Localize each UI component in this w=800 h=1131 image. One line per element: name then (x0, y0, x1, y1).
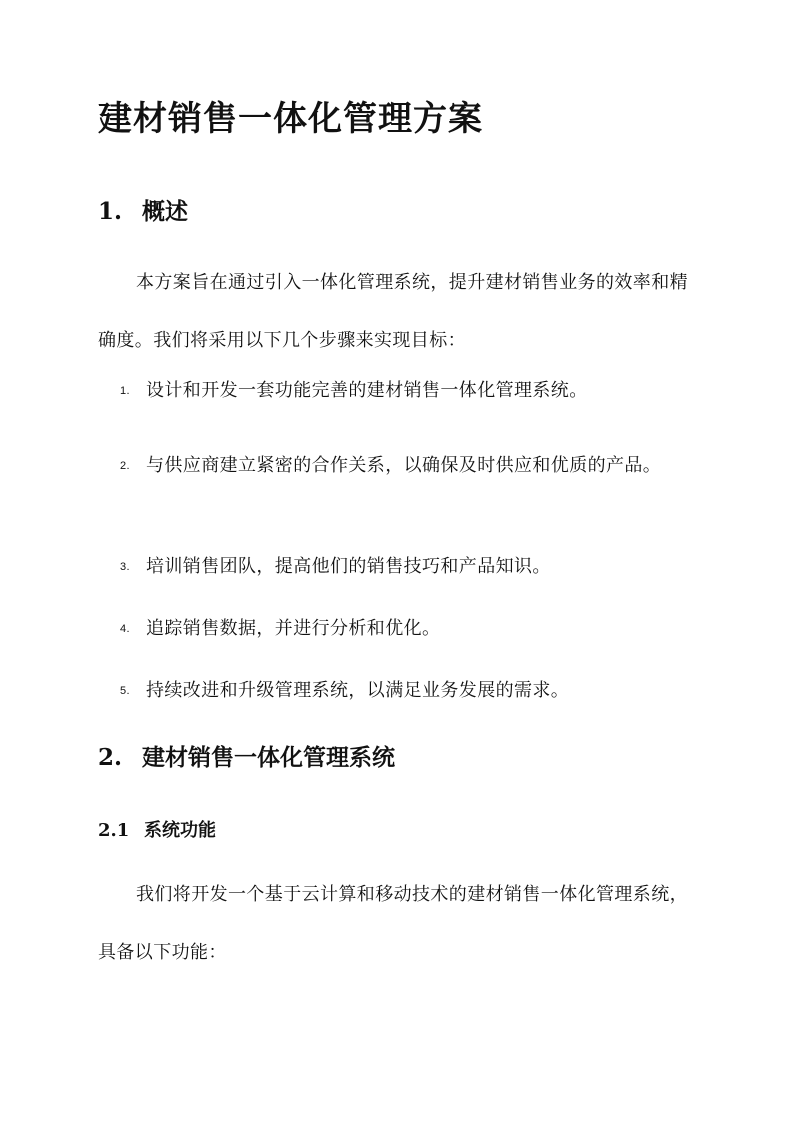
section-1-number: 1. (98, 198, 123, 225)
step-marker-5: 5. (120, 685, 130, 697)
step-marker-1: 1. (120, 385, 130, 397)
step-marker-2: 2. (120, 460, 130, 472)
step-marker-4: 4. (120, 623, 130, 635)
section-2-number: 2. (98, 744, 123, 771)
subsection-2-1-heading (98, 818, 216, 844)
step-text-5: 持续改进和升级管理系统，以满足业务发展的需求。 (146, 680, 570, 701)
section-2-heading (98, 742, 395, 774)
section-2-title: 建材销售一体化管理系统 (142, 744, 395, 771)
step-item-2 (120, 441, 700, 491)
subsection-2-1-title: 系统功能 (144, 820, 216, 841)
section-1-title: 概述 (142, 198, 188, 225)
step-text-4: 追踪销售数据，并进行分析和优化。 (146, 618, 441, 639)
step-item-5 (120, 678, 700, 704)
step-item-1 (120, 378, 700, 404)
subsection-2-1-number: 2.1 (98, 820, 130, 841)
section-1-heading (98, 196, 188, 228)
step-text-1: 设计和开发一套功能完善的建材销售一体化管理系统。 (146, 380, 588, 401)
document-title: 建材销售一体化管理方案 (98, 99, 483, 139)
step-text-2: 与供应商建立紧密的合作关系，以确保及时供应和优质的产品。 (146, 455, 662, 476)
step-item-4 (120, 616, 700, 642)
step-marker-3: 3. (120, 561, 130, 573)
step-item-3 (120, 554, 700, 580)
section-1-intro: 本方案旨在通过引入一体化管理系统，提升建材销售业务的效率和精确度。我们将采用以下几个步骤来实现目标： (98, 272, 688, 351)
step-text-3: 培训销售团队，提高他们的销售技巧和产品知识。 (146, 556, 551, 577)
subsection-2-1-text: 我们将开发一个基于云计算和移动技术的建材销售一体化管理系统，具备以下功能： (98, 884, 688, 963)
